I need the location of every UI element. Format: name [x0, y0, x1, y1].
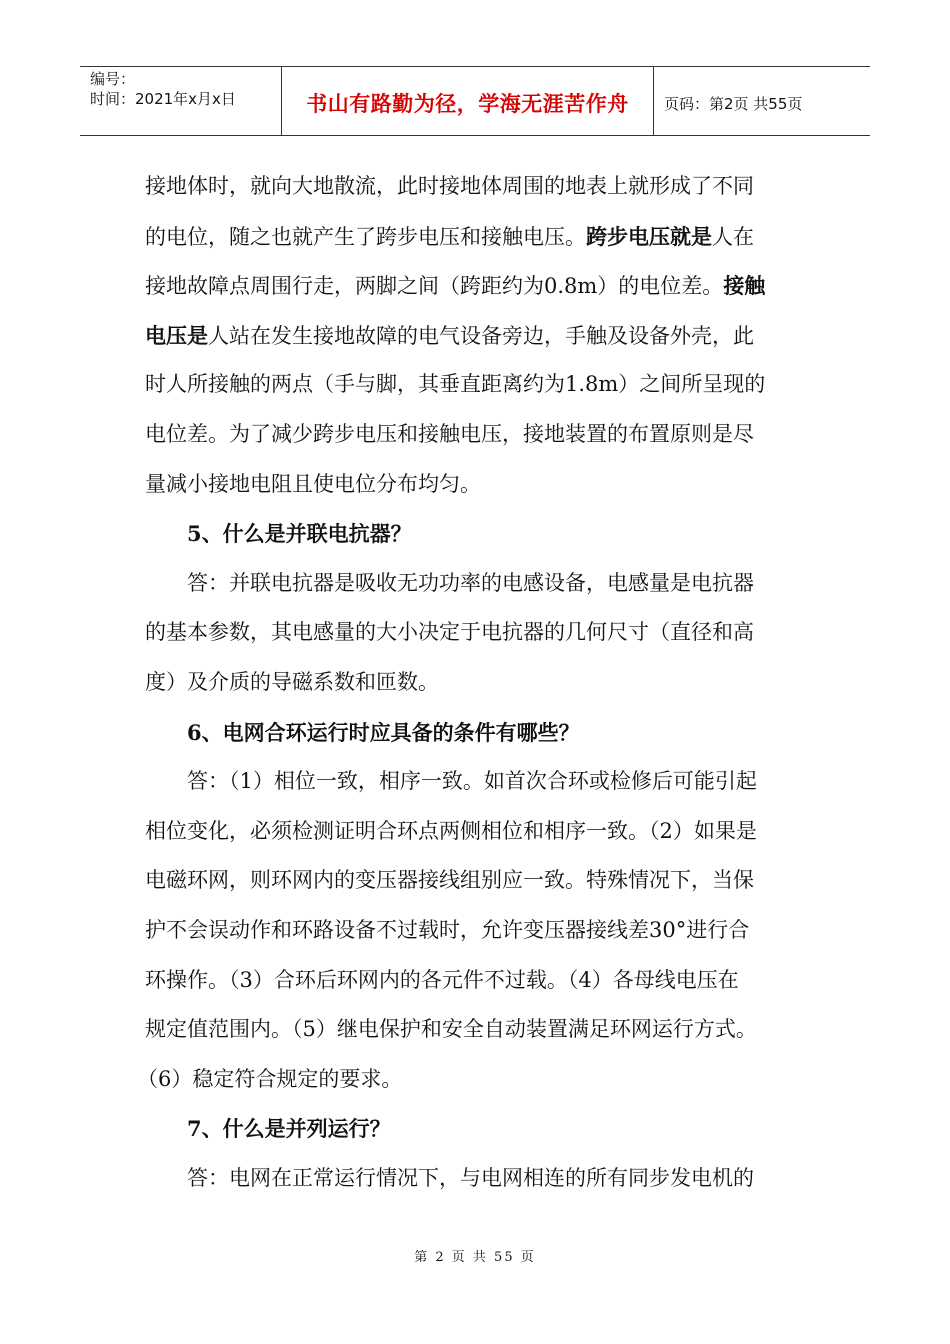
header-meta-cell	[80, 67, 282, 135]
document-body	[137, 162, 810, 1203]
paragraph-line: 时人所接触的两点（手与脚，其垂直距离约为1.8m）之间所呈现的	[145, 372, 766, 397]
paragraph-line	[145, 212, 810, 262]
bold-term-step-voltage: 跨步电压就是	[586, 223, 712, 249]
paragraph-line: 电位差。为了减少跨步电压和接触电压，接地装置的布置原则是尽	[145, 421, 754, 446]
answer-line: 答：（1）相位一致，相序一致。如首次合环或检修后可能引起	[187, 769, 757, 794]
header-motto: 书山有路勤为径，学海无涯苦作舟	[306, 91, 629, 116]
paragraph-line: 接地体时，就向大地散流，此时接地体周围的地表上就形成了不同	[145, 174, 754, 198]
header-motto-cell	[282, 67, 654, 135]
answer-line: 护不会误动作和环路设备不过载时，允许变压器接线差30°进行合	[145, 917, 750, 942]
header-page-info: 页码：第2页 共55页	[664, 94, 803, 113]
answer-line: 环操作。（3）合环后环网内的各元件不过载。（4）各母线电压在	[145, 967, 739, 992]
answer-line: 相位变化，必须检测证明合环点两侧相位和相序一致。（2）如果是	[145, 818, 757, 843]
question-6: 6、电网合环运行时应具备的条件有哪些？	[187, 719, 580, 745]
document-time-label: 时间：2021年x月x日	[90, 90, 236, 108]
answer-line: 度）及介质的导磁系数和匝数。	[145, 669, 439, 694]
bold-term-voltage-is: 电压是	[145, 322, 208, 348]
paragraph-line	[145, 261, 810, 311]
answer-line: （6）稳定符合规定的要求。	[137, 1066, 403, 1091]
answer-line: 电磁环网，则环网内的变压器接线组别应一致。特殊情况下，当保	[145, 868, 754, 893]
header-page-cell	[654, 67, 870, 135]
text-run: 接地故障点周围行走，两脚之间（跨距约为0.8m）的电位差。	[145, 274, 724, 299]
answer-line: 答：电网在正常运行情况下，与电网相连的所有同步发电机的	[187, 1165, 754, 1190]
paragraph-line	[145, 311, 810, 361]
answer-line: 答：并联电抗器是吸收无功功率的电感设备，电感量是电抗器	[187, 570, 754, 595]
text-run: 的电位，随之也就产生了跨步电压和接触电压。	[145, 224, 586, 249]
text-run: 人在	[712, 224, 754, 249]
bold-term-contact: 接触	[723, 273, 766, 299]
page-footer: 第 2 页 共 55 页	[414, 1250, 536, 1265]
question-5: 5、什么是并联电抗器？	[187, 521, 412, 547]
paragraph-line: 量减小接地电阻且使电位分布均匀。	[145, 471, 481, 496]
document-number-label: 编号：	[90, 70, 136, 88]
question-7: 7、什么是并列运行？	[187, 1116, 391, 1142]
answer-line: 规定值范围内。（5）继电保护和安全自动装置满足环网运行方式。	[145, 1017, 757, 1042]
header-table	[80, 66, 870, 136]
text-run: 人站在发生接地故障的电气设备旁边，手触及设备外壳，此	[208, 323, 754, 348]
answer-line: 的基本参数，其电感量的大小决定于电抗器的几何尺寸（直径和高	[145, 620, 754, 645]
